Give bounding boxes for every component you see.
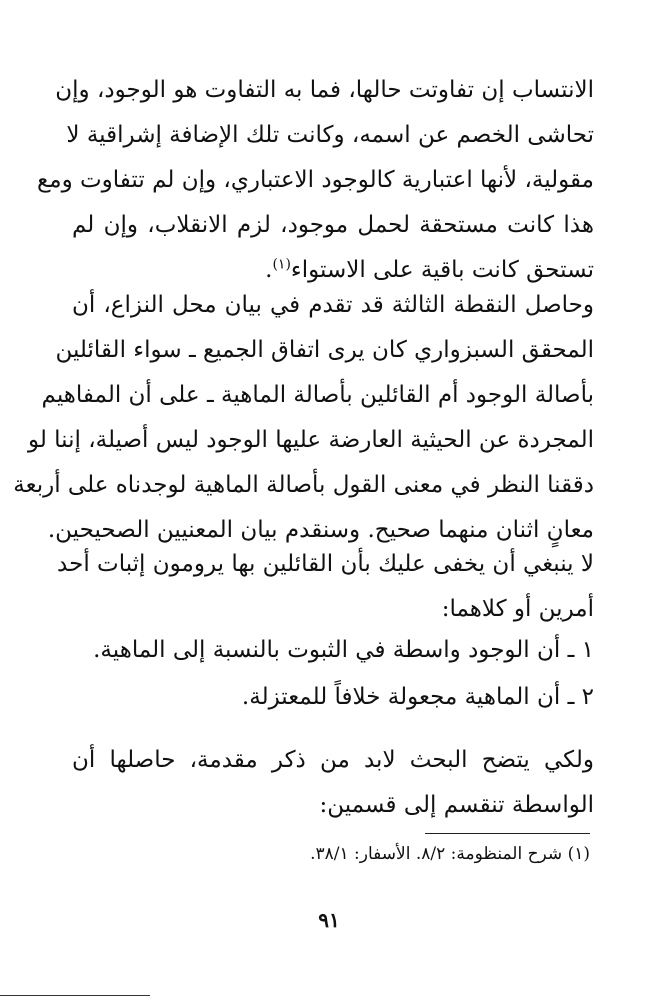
- paragraph-3: [57, 542, 594, 632]
- text-line: هذا كانت مستحقة لحمل موجود، لزم الانقلاب، وإن لم: [72, 212, 594, 238]
- footnote: (١) شرح المنظومة: ٨/٢. الأسفار: ٣٨/١.: [310, 844, 590, 864]
- list-item-text: ٢ ـ أن الماهية مجعولة خلافاً للمعتزلة.: [241, 684, 594, 710]
- sentence-end: .: [265, 257, 273, 283]
- page-number: ٩١: [318, 908, 340, 932]
- bottom-edge-line: [0, 995, 150, 996]
- text-line: مقولية، لأنها اعتبارية كالوجود الاعتباري، وإن لم تتفاوت ومع: [37, 167, 594, 193]
- list-item: [93, 628, 594, 673]
- text-line: لا ينبغي أن يخفى عليك بأن القائلين بها يرومون إثبات أحد: [57, 551, 594, 577]
- paragraph-2: [13, 283, 594, 553]
- footnote-reference[interactable]: (١): [272, 256, 291, 273]
- text-line: تستحق كانت باقية على الاستواء: [290, 257, 594, 283]
- text-line: ولكي يتضح البحث لابد من ذكر مقدمة، حاصلها أن: [72, 747, 594, 773]
- footnote-divider: [425, 833, 590, 834]
- text-line: الانتساب إن تفاوتت حالها، فما به التفاوت هو الوجود، وإن: [55, 77, 594, 103]
- list-item-text: ١ ـ أن الوجود واسطة في الثبوت بالنسبة إلى الماهية.: [93, 637, 594, 663]
- paragraph-1: [37, 68, 594, 293]
- text-line: دققنا النظر في معنى القول بأصالة الماهية لوجدناه على أربعة: [13, 472, 594, 498]
- list-item: [110, 675, 594, 720]
- text-line: وحاصل النقطة الثالثة قد تقدم في بيان محل النزاع، أن: [72, 292, 594, 318]
- text-line: الواسطة تنقسم إلى قسمين:: [319, 792, 594, 818]
- text-line: المجردة عن الحيثية العارضة عليها الوجود ليس أصيلة، إننا لو: [27, 427, 594, 453]
- text-line: معانٍ اثنان منهما صحيح. وسنقدم بيان المعنيين الصحيحين.: [47, 517, 594, 543]
- text-line: بأصالة الوجود أم القائلين بأصالة الماهية ـ على أن المفاهيم: [41, 382, 594, 408]
- text-line: أمرين أو كلاهما:: [441, 596, 594, 622]
- paragraph-4: [72, 738, 594, 828]
- text-line: تحاشى الخصم عن اسمه، وكانت تلك الإضافة إشراقية لا: [66, 122, 594, 148]
- text-line: المحقق السبزواري كان يرى اتفاق الجميع ـ سواء القائلين: [55, 337, 594, 363]
